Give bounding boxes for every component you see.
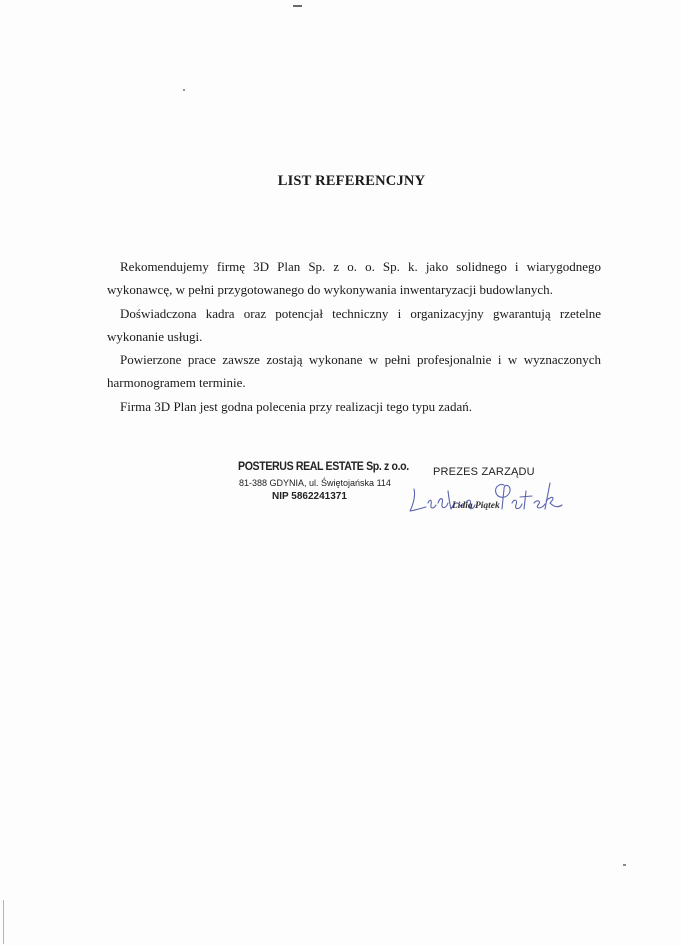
paragraph-conclusion: Firma 3D Plan jest godna polecenia przy realizacji tego typu zadań. [120,398,472,414]
scan-artifact-dot [183,89,185,91]
company-address: 81-388 GDYNIA, ul. Świętojańska 114 [239,478,391,488]
paragraph-staff: Doświadczona kadra oraz potencjał techniczny i organizacyjny gwarantują rzetelne wykonanie usługi. [107,305,601,344]
letter-body [107,255,601,418]
company-name: POSTERUS REAL ESTATE Sp. z o.o. [238,461,409,473]
paragraph-recommendation: Rekomendujemy firmę 3D Plan Sp. z o. o. Sp. k. jako solidnego i wiarygodnego wykonawcę, w pełni przygotowanego do wykonywania inwentaryzacji budowlanych. [107,259,601,298]
scan-artifact-edge [3,900,4,944]
signer-role: PREZES ZARZĄDU [433,466,535,478]
scan-artifact-top [293,5,302,7]
paragraph-quality: Powierzone prace zawsze zostają wykonane w pełni profesjonalnie i w wyznaczonych harmonogramem terminie. [107,352,601,391]
letter-title: LIST REFERENCJNY [277,173,426,189]
scan-artifact-dot-lower [623,864,626,866]
handwritten-signature [404,477,574,517]
company-stamp [238,461,409,502]
company-nip: NIP 5862241371 [272,491,347,502]
signature-block [404,463,574,523]
signer-name: Lidia Piątek [452,501,500,511]
